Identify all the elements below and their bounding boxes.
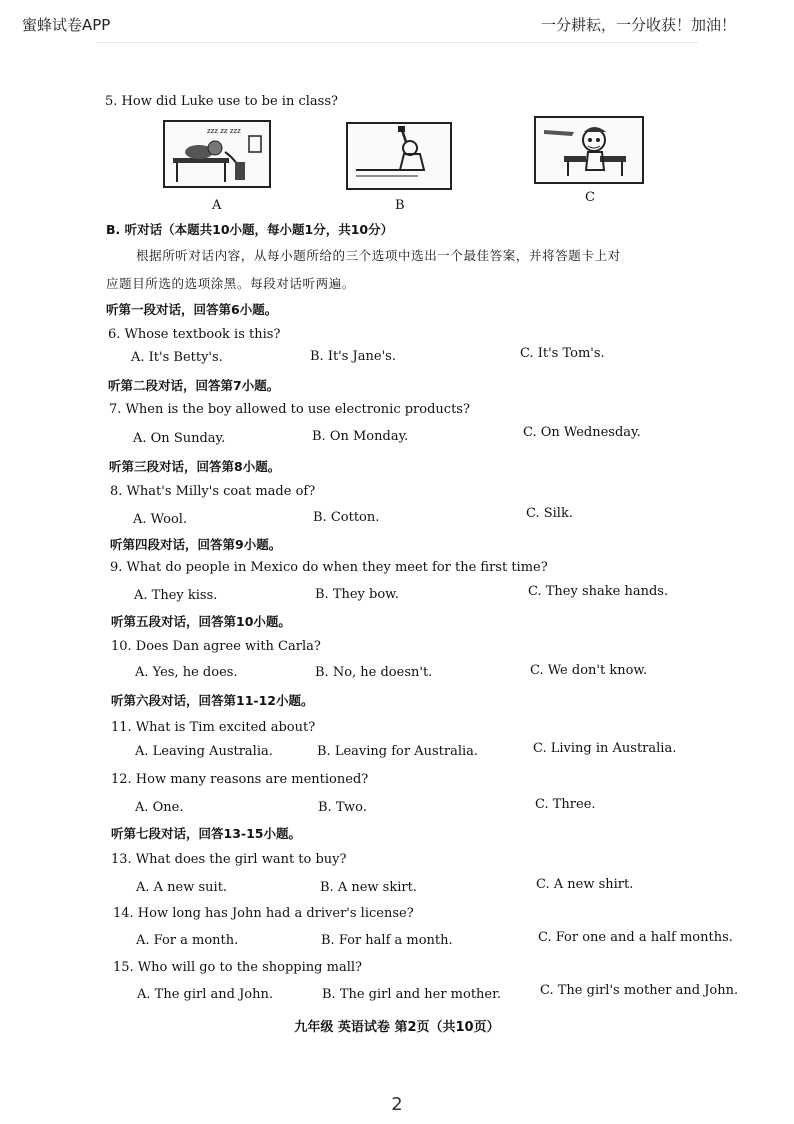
dialogue-7-heading: 听第七段对话，回答13-15小题。	[111, 826, 301, 841]
q10-option-a: A. Yes, he does.	[135, 665, 238, 680]
dialogue-6-heading: 听第六段对话，回答第11-12小题。	[111, 693, 314, 708]
question-8: 8. What's Milly's coat made of?	[110, 484, 316, 499]
question-12: 12. How many reasons are mentioned?	[111, 772, 369, 787]
q9-option-c: C. They shake hands.	[528, 584, 669, 599]
picture-a	[163, 120, 271, 188]
question-5: 5. How did Luke use to be in class?	[105, 94, 338, 109]
q13-option-a: A. A new suit.	[136, 880, 228, 895]
q6-option-a: A. It's Betty's.	[131, 350, 223, 365]
q14-option-b: B. For half a month.	[321, 933, 453, 948]
picture-b-label: B	[395, 198, 405, 213]
question-15: 15. Who will go to the shopping mall?	[113, 960, 362, 975]
header-divider	[96, 42, 698, 43]
q10-option-b: B. No, he doesn't.	[315, 665, 433, 680]
question-9: 9. What do people in Mexico do when they meet for the first time?	[110, 560, 548, 575]
page-number: 2	[391, 1094, 403, 1115]
question-13: 13. What does the girl want to buy?	[111, 852, 347, 867]
q15-option-c: C. The girl's mother and John.	[540, 983, 739, 998]
header-slogan: 一分耕耘，一分收获！加油！	[540, 16, 736, 34]
q15-option-a: A. The girl and John.	[137, 987, 273, 1002]
q8-option-b: B. Cotton.	[313, 510, 380, 525]
q7-option-b: B. On Monday.	[312, 429, 409, 444]
q10-option-c: C. We don't know.	[530, 663, 648, 678]
q6-option-b: B. It's Jane's.	[310, 349, 396, 364]
q7-option-c: C. On Wednesday.	[523, 425, 641, 440]
q11-option-a: A. Leaving Australia.	[135, 744, 273, 759]
q13-option-b: B. A new skirt.	[320, 880, 417, 895]
section-b-instructions: 根据所听对话内容，从每小题所给的三个选项中选出一个最佳答案，并将答题卡上对	[136, 248, 621, 263]
app-header	[0, 0, 794, 44]
picture-b	[346, 122, 452, 190]
q14-option-a: A. For a month.	[136, 933, 239, 948]
raising-hand-student-icon	[348, 124, 450, 188]
picture-a-label: A	[212, 198, 222, 213]
question-14: 14. How long has John had a driver's license?	[113, 906, 414, 921]
dialogue-4-heading: 听第四段对话，回答第9小题。	[110, 537, 282, 552]
app-name: 蜜蜂试卷APP	[22, 16, 111, 34]
q15-option-b: B. The girl and her mother.	[322, 987, 502, 1002]
q11-option-c: C. Living in Australia.	[533, 741, 677, 756]
question-6: 6. Whose textbook is this?	[108, 327, 281, 342]
picture-a-caption: zzz zz zzz	[207, 127, 241, 135]
picture-c	[534, 116, 644, 184]
q13-option-c: C. A new shirt.	[536, 877, 634, 892]
page-footer: 九年级 英语试卷 第2页（共10页）	[294, 1020, 500, 1035]
question-10: 10. Does Dan agree with Carla?	[111, 639, 321, 654]
playing-student-icon	[536, 118, 642, 182]
picture-c-label: C	[585, 190, 595, 205]
q6-option-c: C. It's Tom's.	[520, 346, 605, 361]
dialogue-5-heading: 听第五段对话，回答第10小题。	[111, 614, 291, 629]
sleeping-student-icon	[165, 122, 269, 186]
dialogue-2-heading: 听第二段对话，回答第7小题。	[108, 378, 280, 393]
dialogue-1-heading: 听第一段对话，回答第6小题。	[106, 302, 278, 317]
q12-option-c: C. Three.	[535, 797, 596, 812]
question-11: 11. What is Tim excited about?	[111, 720, 316, 735]
question-7: 7. When is the boy allowed to use electronic products?	[109, 402, 470, 417]
q7-option-a: A. On Sunday.	[133, 431, 226, 446]
q8-option-a: A. Wool.	[133, 512, 188, 527]
q12-option-a: A. One.	[135, 800, 184, 815]
q9-option-a: A. They kiss.	[134, 588, 218, 603]
q12-option-b: B. Two.	[318, 800, 367, 815]
q8-option-c: C. Silk.	[526, 506, 573, 521]
dialogue-3-heading: 听第三段对话，回答第8小题。	[109, 459, 281, 474]
q11-option-b: B. Leaving for Australia.	[317, 744, 479, 759]
section-b-instructions-cont: 应题目所选的选项涂黑。每段对话听两遍。	[106, 276, 355, 291]
q9-option-b: B. They bow.	[315, 587, 399, 602]
section-b-title: B. 听对话（本题共10小题，每小题1分，共10分）	[106, 222, 394, 237]
q14-option-c: C. For one and a half months.	[538, 930, 733, 945]
